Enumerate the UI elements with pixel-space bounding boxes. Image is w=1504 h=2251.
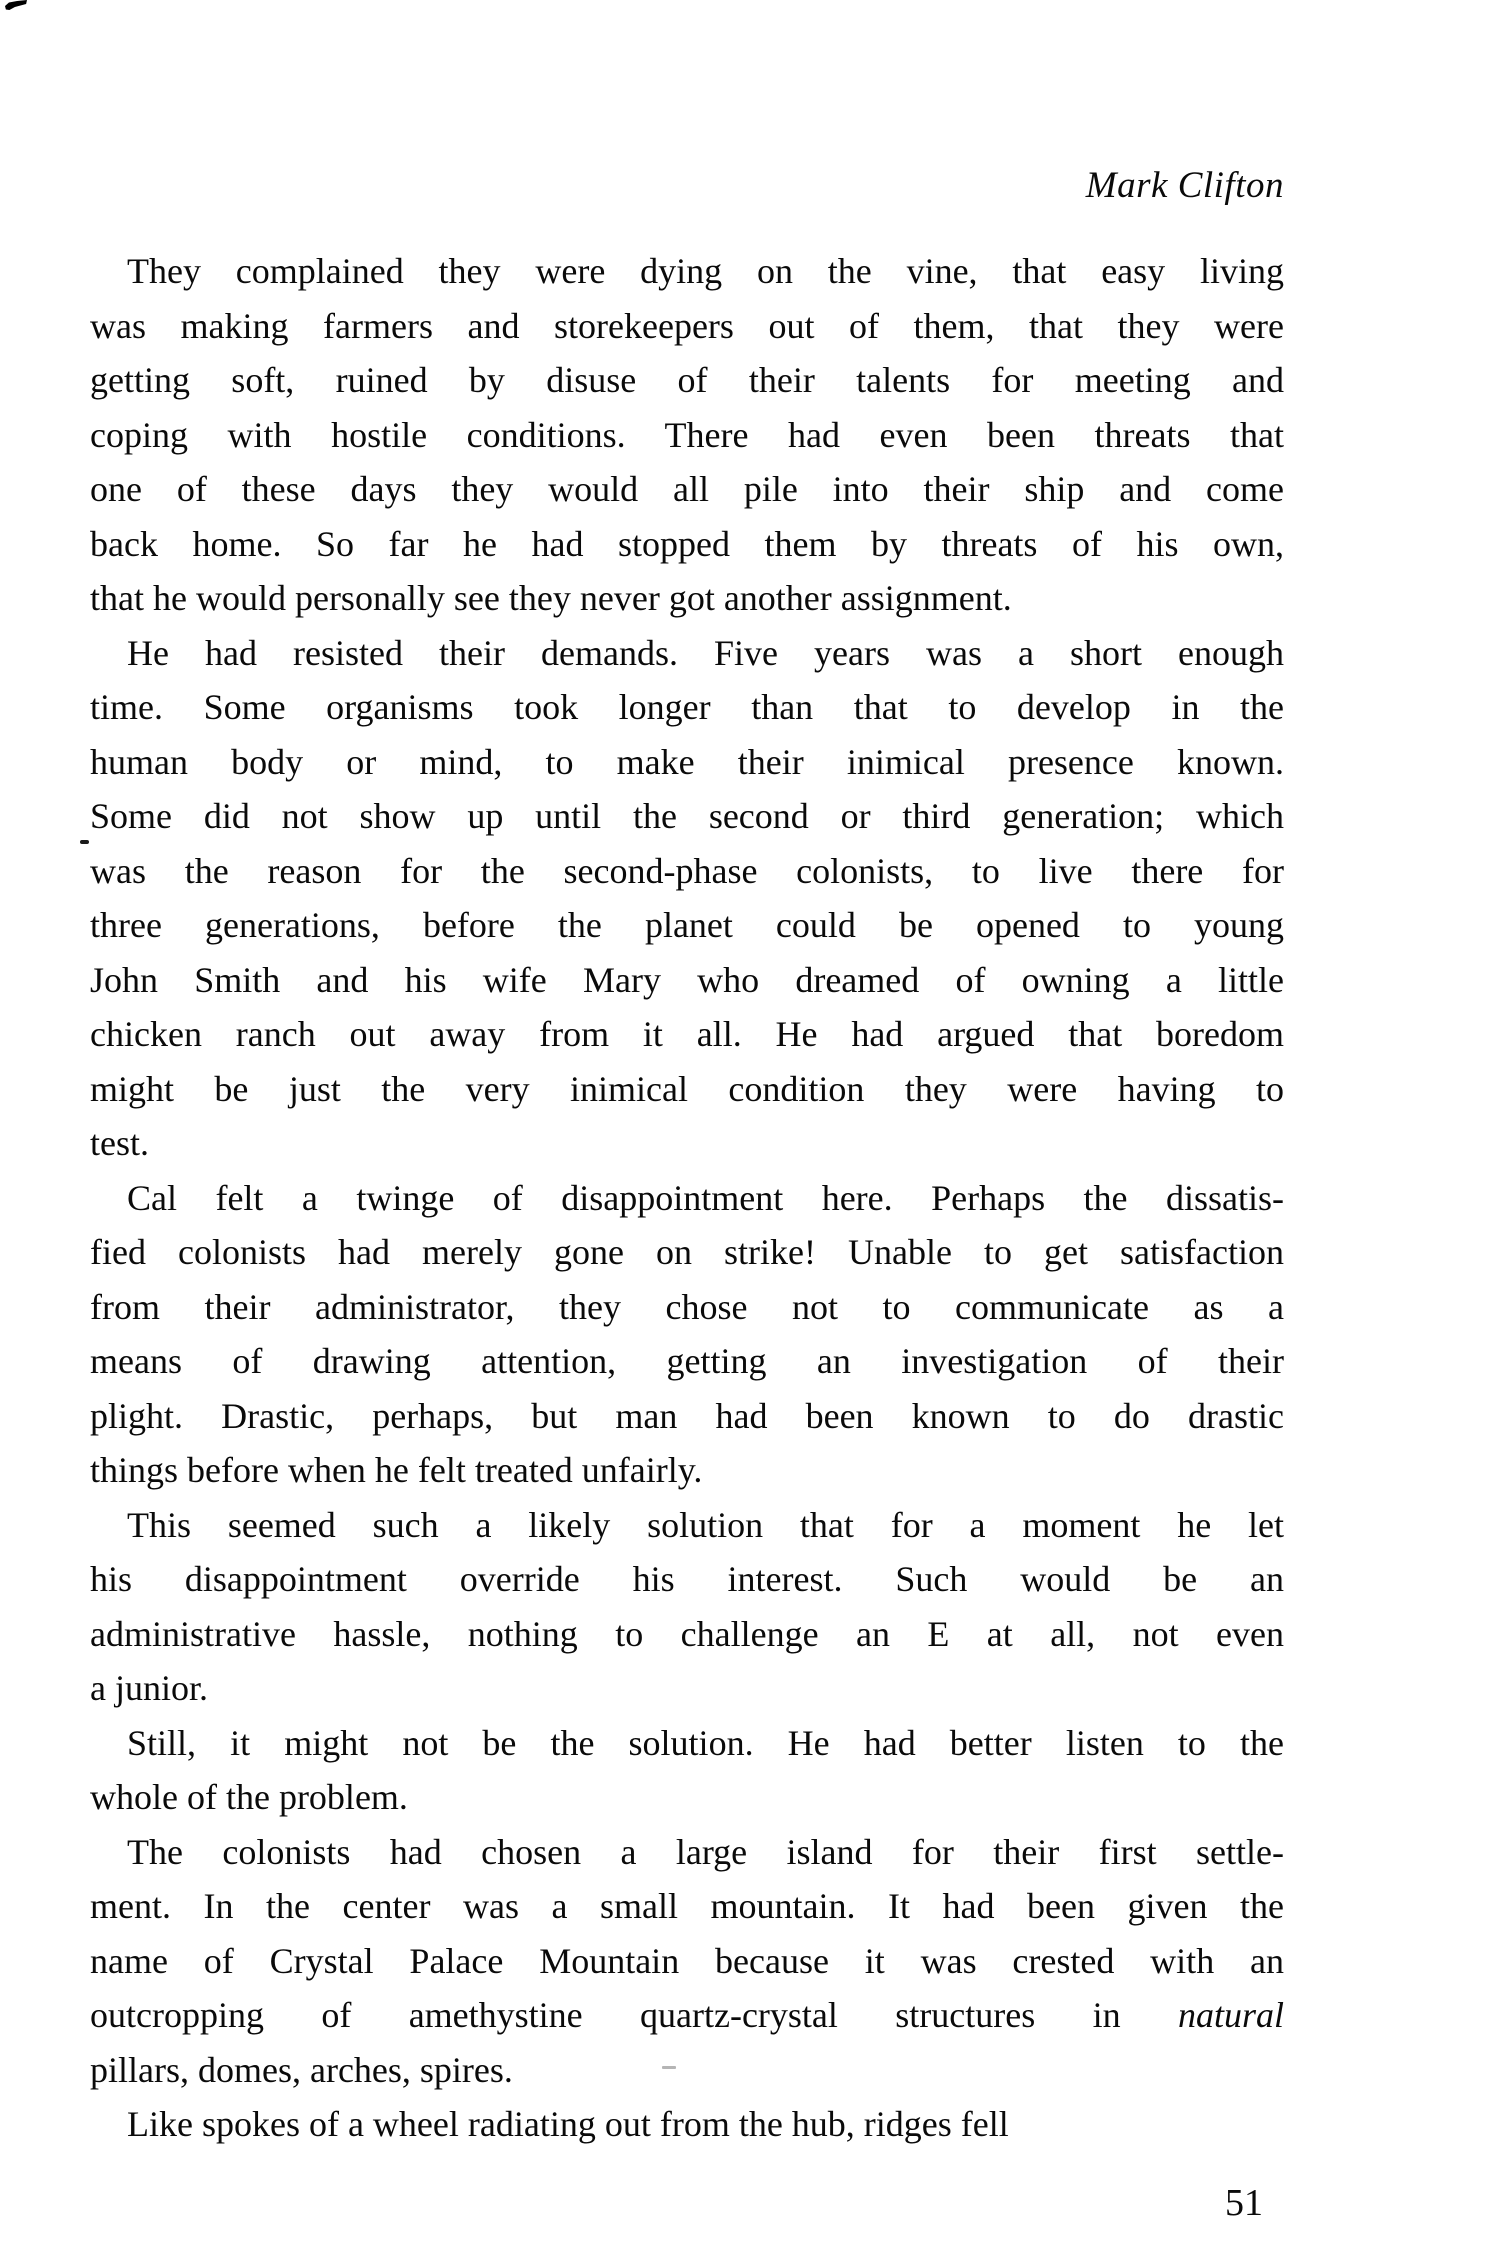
text-line: might be just the very inimical condition they were having to	[90, 1068, 1284, 1109]
text-line: Still, it might not be the solution. He had better listen to the	[127, 1722, 1284, 1763]
text-line: This seemed such a likely solution that for a moment he let	[127, 1504, 1284, 1545]
text-line: He had resisted their demands. Five years was a short enough	[127, 632, 1284, 673]
paragraph	[90, 1716, 1284, 1825]
text-line: fied colonists had merely gone on strike! Unable to get satisfaction	[90, 1232, 1284, 1272]
text-line: a junior.	[90, 1668, 208, 1708]
running-header-author: Mark Clifton	[1085, 165, 1284, 206]
text-line: name of Crystal Palace Mountain because it was crested with an	[90, 1940, 1284, 1981]
scan-artifact-speck	[80, 840, 89, 844]
text-line: was the reason for the second-phase colonists, to live there for	[90, 850, 1284, 891]
text-line: getting soft, ruined by disuse of their talents for meeting and	[90, 360, 1284, 400]
text-line: was making farmers and storekeepers out of them, that they were	[90, 305, 1284, 346]
text-line: They complained they were dying on the vine, that easy living	[127, 251, 1284, 291]
text-line: The colonists had chosen a large island for their first settle-	[127, 1831, 1284, 1872]
text-line: administrative hassle, nothing to challenge an E at all, not even	[90, 1613, 1284, 1654]
text-line: Like spokes of a wheel radiating out from the hub, ridges fell	[127, 2104, 1009, 2144]
scan-artifact-corner	[5, 0, 27, 10]
text-line: one of these days they would all pile into their ship and come	[90, 469, 1284, 509]
text-line: test.	[90, 1123, 149, 1163]
paragraph	[90, 244, 1284, 626]
paragraph	[90, 626, 1284, 1171]
paragraph	[90, 1825, 1284, 2098]
text-line: from their administrator, they chose not to communicate as a	[90, 1286, 1284, 1327]
text-line	[90, 1988, 1284, 2043]
text-line: coping with hostile conditions. There had even been threats that	[90, 414, 1284, 455]
text-line: chicken ranch out away from it all. He had argued that boredom	[90, 1014, 1284, 1054]
text-line: his disappointment override his interest. Such would be an	[90, 1559, 1284, 1599]
text-line: human body or mind, to make their inimical presence known.	[90, 741, 1284, 782]
italic-word: natural	[1177, 1995, 1284, 2035]
paragraph	[90, 1171, 1284, 1498]
text-line: Some did not show up until the second or third generation; which	[90, 796, 1284, 836]
paragraph	[90, 1498, 1284, 1716]
text-line: three generations, before the planet could be opened to young	[90, 905, 1284, 945]
text-line: ment. In the center was a small mountain. It had been given the	[90, 1886, 1284, 1926]
body-text	[90, 244, 1284, 2152]
text-line-fragment: outcropping of amethystine quartz-crystal structures in	[90, 1995, 1178, 2035]
text-line: Cal felt a twinge of disappointment here. Perhaps the dissatis-	[127, 1177, 1284, 1218]
text-line: back home. So far he had stopped them by threats of his own,	[90, 523, 1284, 564]
page-number: 51	[1225, 2182, 1263, 2224]
text-line: things before when he felt treated unfairly.	[90, 1450, 703, 1490]
text-line: whole of the problem.	[90, 1777, 408, 1817]
text-line: means of drawing attention, getting an investigation of their	[90, 1341, 1284, 1381]
text-line: pillars, domes, arches, spires.	[90, 2049, 513, 2090]
text-line: plight. Drastic, perhaps, but man had been known to do drastic	[90, 1395, 1284, 1436]
text-line: time. Some organisms took longer than that to develop in the	[90, 687, 1284, 727]
paragraph	[90, 2097, 1284, 2152]
text-line: John Smith and his wife Mary who dreamed of owning a little	[90, 959, 1284, 1000]
text-line: that he would personally see they never got another assignment.	[90, 578, 1012, 618]
